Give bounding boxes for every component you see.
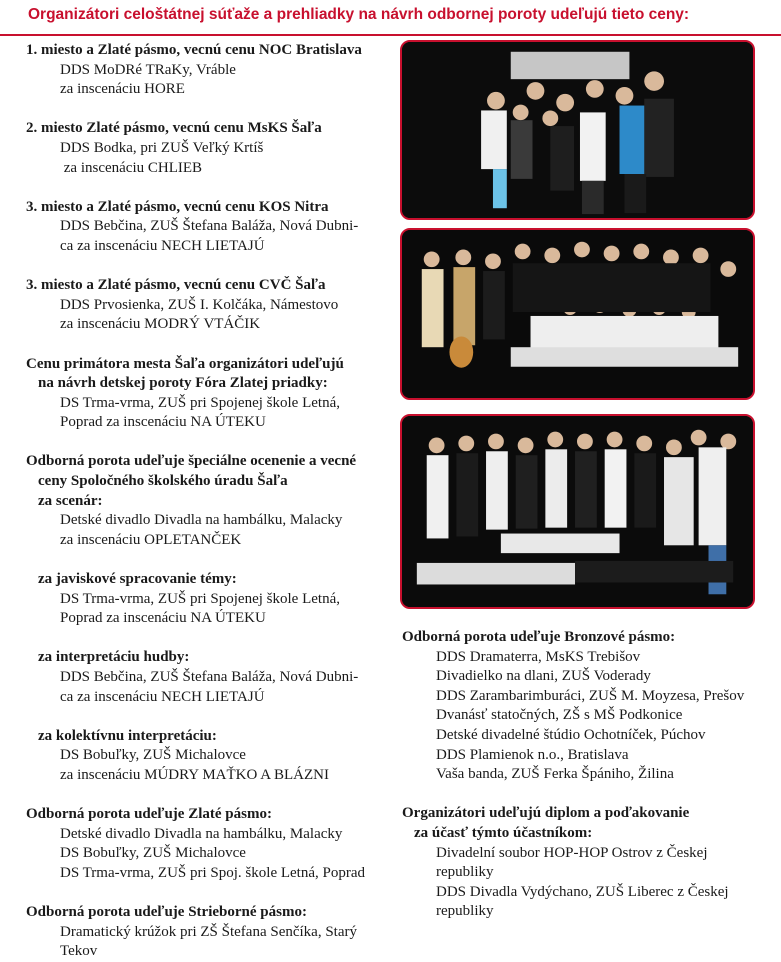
silver-heading: Odborná porota udeľuje Strieborné pásmo:	[26, 904, 307, 921]
bronze-entry: DDS Dramaterra, MsKS Trebišov	[436, 648, 641, 665]
photo-hore-cast	[400, 40, 755, 220]
award-heading: 3. miesto a Zlaté pásmo, vecnú cenu CVČ Šaľa	[26, 277, 326, 294]
bronze-heading: Odborná porota udeľuje Bronzové pásmo:	[402, 629, 676, 645]
mayor-award-winner: DS Trma-vrma, ZUŠ pri Spojenej škole Letná,	[60, 394, 340, 411]
page-header	[0, 0, 781, 36]
category-winner: DS Trma-vrma, ZUŠ pri Spojenej škole Letná,	[60, 590, 340, 607]
award-winner: DDS Bodka, pri ZUŠ Veľký Krtíš	[60, 139, 264, 156]
diploma-entry: Divadelní soubor HOP-HOP Ostrov z Českej	[436, 844, 708, 861]
mayor-award	[26, 355, 392, 433]
award-winner: DDS Prvosienka, ZUŠ I. Kolčáka, Námestovo	[60, 296, 339, 313]
category-winner: DDS Bebčina, ZUŠ Štefana Baláža, Nová Dubni-	[60, 669, 359, 685]
category-production: Poprad za inscenáciu NA ÚTEKU	[60, 610, 266, 627]
left-column	[26, 41, 392, 962]
special-heading-cont: ceny Spoločného školského úradu Šaľa	[38, 473, 288, 490]
gold-heading: Odborná porota udeľuje Zlaté pásmo:	[26, 806, 272, 823]
gold-band	[26, 805, 392, 883]
category-production: za inscenáciu MÚDRY MAŤKO A BLÁZNI	[60, 766, 329, 783]
diploma-heading-cont: za účasť týmto účastníkom:	[414, 824, 593, 841]
category-label: za kolektívnu interpretáciu:	[38, 727, 217, 744]
bronze-entry: DDS Plamienok n.o., Bratislava	[436, 746, 629, 763]
bronze-entry: Divadielko na dlani, ZUŠ Voderady	[436, 668, 651, 685]
gold-entry: DS Bobuľky, ZUŠ Michalovce	[60, 845, 246, 862]
award-third-place-cvc	[26, 276, 392, 335]
category-label: za scenár:	[38, 492, 103, 509]
bronze-entry: DDS Zarambarimburáci, ZUŠ M. Moyzesa, Prešov	[436, 687, 745, 704]
gold-entry: DS Trma-vrma, ZUŠ pri Spoj. škole Letná, Poprad	[60, 864, 365, 881]
right-column	[402, 628, 752, 922]
mayor-award-heading-cont: na návrh detskej poroty Fóra Zlatej priadky:	[38, 375, 328, 392]
bronze-band	[402, 628, 752, 785]
photo-group-cast	[400, 228, 755, 400]
stage-photo-image	[402, 416, 753, 607]
mayor-award-production: Poprad za inscenáciu NA ÚTEKU	[60, 414, 266, 431]
award-heading: 3. miesto a Zlaté pásmo, vecnú cenu KOS Nitra	[26, 198, 329, 215]
award-heading: 1. miesto a Zlaté pásmo, vecnú cenu NOC Bratislava	[26, 42, 362, 58]
category-winner: DS Bobuľky, ZUŠ Michalovce	[60, 747, 246, 764]
diploma-entry: DDS Divadla Vydýchano, ZUŠ Liberec z Českej	[436, 883, 729, 900]
award-third-place-kos	[26, 198, 392, 257]
special-awards	[26, 452, 392, 785]
award-winner: DDS MoDRé TRaKy, Vráble	[60, 61, 236, 78]
photo-bebcina-cast	[400, 414, 755, 609]
diploma-entry-cont: republiky	[436, 903, 494, 920]
award-heading: 2. miesto Zlaté pásmo, vecnú cenu MsKS Šaľa	[26, 120, 322, 137]
silver-entry: Dramatický krúžok pri ZŠ Štefana Senčíka, Starý	[60, 923, 357, 940]
category-production: ca za inscenáciu NECH LIETAJÚ	[60, 688, 265, 705]
bronze-entry: Vaša banda, ZUŠ Ferka Špániho, Žilina	[436, 766, 674, 783]
award-second-place	[26, 119, 392, 178]
category-winner: Detské divadlo Divadla na hambálku, Malacky	[60, 512, 343, 529]
award-production: za inscenáciu HORE	[60, 81, 185, 98]
bronze-entry: Detské divadelné štúdio Ochotníček, Púchov	[436, 726, 706, 743]
award-production: za inscenáciu CHLIEB	[60, 159, 203, 176]
diploma-section	[402, 804, 752, 922]
category-label: za interpretáciu hudby:	[38, 649, 190, 666]
mayor-award-heading: Cenu primátora mesta Šaľa organizátori udeľujú	[26, 355, 344, 372]
page-title: Organizátori celoštátnej súťaže a prehliadky na návrh odbornej poroty udeľujú tieto ceny:	[28, 6, 690, 23]
award-production: ca za inscenáciu NECH LIETAJÚ	[60, 237, 265, 254]
gold-entry: Detské divadlo Divadla na hambálku, Malacky	[60, 825, 343, 842]
special-heading: Odborná porota udeľuje špeciálne ocenenie a vecné	[26, 453, 357, 470]
category-label: za javiskové spracovanie témy:	[38, 571, 237, 588]
diploma-heading: Organizátori udeľujú diplom a poďakovanie	[402, 805, 690, 822]
category-production: za inscenáciu OPLETANČEK	[60, 531, 242, 548]
award-first-place	[26, 41, 392, 100]
award-winner: DDS Bebčina, ZUŠ Štefana Baláža, Nová Dubni-	[60, 218, 359, 235]
stage-photo-image	[402, 42, 753, 218]
award-production: za inscenáciu MODRÝ VTÁČIK	[60, 316, 261, 333]
bronze-entry: Dvanásť statočných, ZŠ s MŠ Podkonice	[436, 707, 683, 724]
diploma-entry-cont: republiky	[436, 864, 494, 881]
silver-band	[26, 903, 392, 962]
silver-entry-cont: Tekov	[60, 943, 98, 960]
stage-photo-image	[402, 230, 753, 398]
